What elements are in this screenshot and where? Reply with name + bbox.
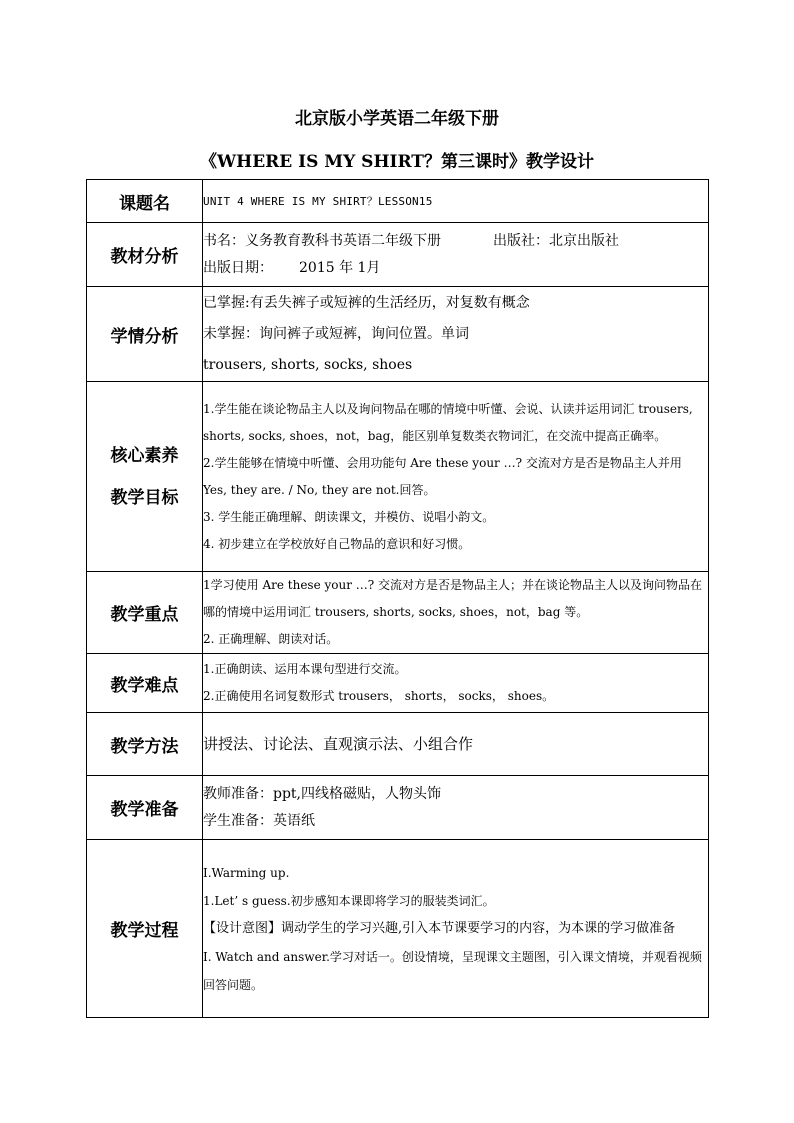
teacher-preparation: 教师准备：ppt,四线格磁贴，人物头饰 (203, 785, 441, 802)
materials-line1 (203, 228, 708, 255)
cell-preparation (203, 776, 709, 840)
objective-item: 2.学生能够在情境中听懂、会用功能句 Are these your …? 交流对方是否是物品主人并用 Yes, they are. / No, they are not.回答。 (203, 455, 682, 497)
row-difficulties (87, 654, 709, 713)
cell-objectives (203, 382, 709, 572)
objectives-label-1: 核心素养 (110, 445, 179, 466)
lesson-plan-table (86, 179, 709, 1018)
label-learners: 学情分析 (87, 287, 203, 382)
row-objectives (87, 382, 709, 572)
objective-item: 4. 初步建立在学校放好自己物品的意识和好习惯。 (203, 536, 471, 551)
row-materials (87, 223, 709, 287)
publish-date-value: 2015 年 1月 (299, 259, 381, 276)
process-line: 1.Let’ s guess.初步感知本课即将学习的服装类词汇。 (203, 893, 495, 908)
row-process (87, 840, 709, 1018)
cell-materials (203, 223, 709, 287)
cell-key-points (203, 572, 709, 654)
cell-difficulties (203, 654, 709, 713)
methods-value: 讲授法、讨论法、直观演示法、小组合作 (203, 734, 474, 753)
learners-words: trousers, shorts, socks, shoes (203, 356, 413, 373)
row-topic (87, 180, 709, 223)
key-point-item: 2. 正确理解、朗读对话。 (203, 632, 339, 646)
row-key-points (87, 572, 709, 654)
process-design-intent: 【设计意图】调动学生的学习兴趣,引入本节课要学习的内容，为本课的学习做准备 (203, 920, 676, 936)
cell-methods (203, 713, 709, 776)
label-objectives (87, 382, 203, 572)
cell-process (203, 840, 709, 1018)
label-topic: 课题名 (87, 180, 203, 223)
label-methods: 教学方法 (87, 713, 203, 776)
label-preparation: 教学准备 (87, 776, 203, 840)
label-key-points: 教学重点 (87, 572, 203, 654)
document-title: 北京版小学英语二年级下册 (295, 109, 499, 129)
difficulty-item: 1.正确朗读、运用本课句型进行交流。 (203, 662, 407, 676)
process-line: Ⅰ. Watch and answer.学习对话一。创设情境，呈现课文主题图，引入课文情境，并观看视频回答问题。 (203, 949, 702, 992)
row-methods (87, 713, 709, 776)
publisher: 出版社：北京出版社 (493, 232, 619, 249)
cell-learners (203, 287, 709, 382)
objectives-label-2: 教学目标 (110, 487, 179, 508)
label-difficulties: 教学难点 (87, 654, 203, 713)
document-subtitle: 《WHERE IS MY SHIRT？第三课时》教学设计 (200, 152, 594, 172)
learners-not-mastered: 未掌握：询问裤子或短裤，询问位置。单词 (203, 325, 469, 342)
label-process: 教学过程 (87, 840, 203, 1018)
student-preparation: 学生准备：英语纸 (203, 812, 315, 829)
cell-topic (203, 180, 709, 223)
row-learners (87, 287, 709, 382)
topic-value: UNIT 4 WHERE IS MY SHIRT？LESSON15 (203, 194, 433, 208)
materials-line2 (203, 255, 708, 282)
publish-date-label: 出版日期： (203, 259, 273, 276)
process-line: Ⅰ.Warming up. (203, 865, 290, 880)
objective-item: 3. 学生能正确理解、朗读课文，并模仿、说唱小韵文。 (203, 509, 495, 524)
row-preparation (87, 776, 709, 840)
learners-mastered: 已掌握:有丢失裤子或短裤的生活经历，对复数有概念 (203, 294, 530, 311)
key-point-item: 1学习使用 Are these your …? 交流对方是否是物品主人；并在谈论物品主人以及询问物品在哪的情境中运用词汇 trousers, shorts, socks, shoes，not，bag 等。 (203, 578, 703, 619)
book-name: 书名：义务教育教科书英语二年级下册 (203, 232, 441, 249)
difficulty-item: 2.正确使用名词复数形式 trousers， shorts， socks， shoes。 (203, 689, 555, 703)
label-materials: 教材分析 (87, 223, 203, 287)
objective-item: 1.学生能在谈论物品主人以及询问物品在哪的情境中听懂、会说、认读并运用词汇 trousers, shorts, socks, shoes，not，bag，能区别单复数类衣物词汇，在交流中提高正确率。 (203, 401, 693, 443)
